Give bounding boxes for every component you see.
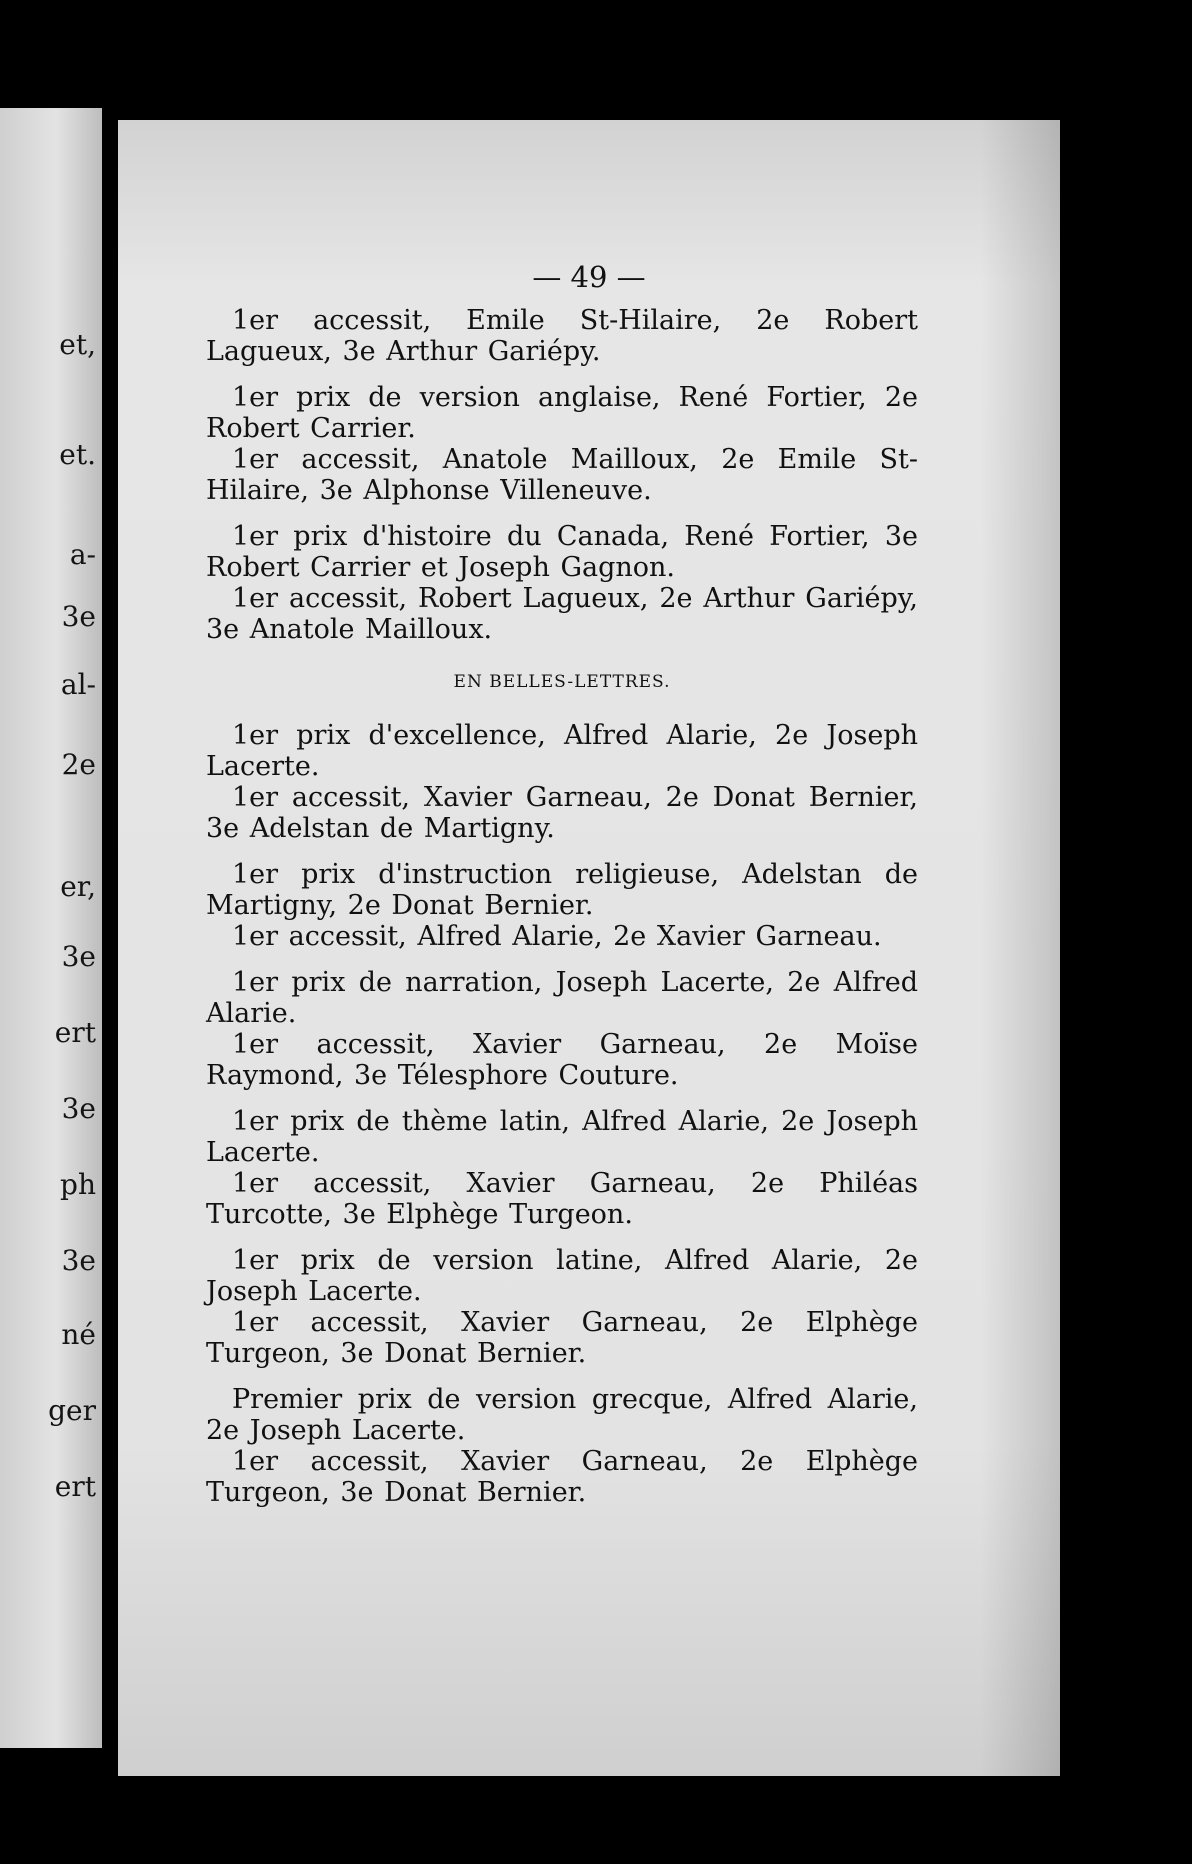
paragraph: 1er accessit, Anatole Mailloux, 2e Emile St-Hilaire, 3e Alphonse Villeneuve.	[206, 444, 918, 506]
left-page-fragment: er,	[60, 870, 96, 903]
paragraph: 1er accessit, Xavier Garneau, 2e Elphège Turgeon, 3e Donat Bernier.	[206, 1446, 918, 1508]
paragraph: Premier prix de version grecque, Alfred Alarie, 2e Joseph Lacerte.	[206, 1384, 918, 1446]
left-page-fragment: et.	[59, 438, 96, 471]
paragraph-list	[206, 720, 918, 1508]
left-page-fragment: ger	[48, 1394, 96, 1427]
left-page-fragment: 3e	[61, 940, 96, 973]
paragraph-list	[206, 305, 918, 645]
paragraph: 1er accessit, Alfred Alarie, 2e Xavier Garneau.	[232, 921, 882, 952]
paragraph: 1er prix d'histoire du Canada, René Fortier, 3e Robert Carrier et Joseph Gagnon.	[206, 521, 918, 583]
left-page-fragment: 3e	[61, 1092, 96, 1125]
paragraph: 1er accessit, Emile St-Hilaire, 2e Robert Lagueux, 3e Arthur Gariépy.	[206, 305, 918, 367]
left-page-edge	[0, 108, 102, 1748]
left-page-fragment: al-	[60, 668, 96, 701]
paragraph-gap	[206, 1091, 918, 1106]
paragraph-gap	[206, 952, 918, 967]
paragraph: 1er prix d'excellence, Alfred Alarie, 2e Joseph Lacerte.	[206, 720, 918, 782]
left-page-fragment: né	[61, 1318, 96, 1351]
paragraph: 1er prix de thème latin, Alfred Alarie, 2e Joseph Lacerte.	[206, 1106, 918, 1168]
paragraph: 1er accessit, Xavier Garneau, 2e Philéas Turcotte, 3e Elphège Turgeon.	[206, 1168, 918, 1230]
paragraph: 1er prix d'instruction religieuse, Adelstan de Martigny, 2e Donat Bernier.	[206, 859, 918, 921]
paragraph: 1er accessit, Xavier Garneau, 2e Moïse Raymond, 3e Télesphore Couture.	[206, 1029, 918, 1091]
left-page-fragment: 3e	[61, 1244, 96, 1277]
paragraph: 1er accessit, Robert Lagueux, 2e Arthur Gariépy, 3e Anatole Mailloux.	[206, 583, 918, 645]
left-page-fragment: ert	[54, 1016, 96, 1049]
paragraph: 1er prix de version anglaise, René Fortier, 2e Robert Carrier.	[206, 382, 918, 444]
section-heading: EN BELLES-LETTRES.	[453, 672, 671, 692]
paragraph-gap	[206, 1230, 918, 1245]
left-page-fragment: 2e	[61, 748, 96, 781]
page-shadow	[980, 120, 1060, 1776]
left-page-fragment: 3e	[61, 600, 96, 633]
paragraph: 1er prix de narration, Joseph Lacerte, 2e Alfred Alarie.	[206, 967, 918, 1029]
paragraph-gap	[206, 1369, 918, 1384]
paragraph: 1er accessit, Xavier Garneau, 2e Elphège Turgeon, 3e Donat Bernier.	[206, 1307, 918, 1369]
page-number: — 49 —	[532, 260, 646, 294]
paragraph: 1er accessit, Xavier Garneau, 2e Donat Bernier, 3e Adelstan de Martigny.	[206, 782, 918, 844]
left-page-fragment: ert	[54, 1470, 96, 1503]
paragraph-gap	[206, 506, 918, 521]
paragraph-gap	[206, 367, 918, 382]
left-page-fragment: et,	[59, 328, 96, 361]
book-page	[118, 120, 1060, 1776]
left-page-fragment: a-	[69, 538, 96, 571]
page-content	[206, 305, 918, 1508]
paragraph: 1er prix de version latine, Alfred Alarie, 2e Joseph Lacerte.	[206, 1245, 918, 1307]
paragraph-gap	[206, 844, 918, 859]
left-page-fragment: ph	[60, 1168, 96, 1201]
